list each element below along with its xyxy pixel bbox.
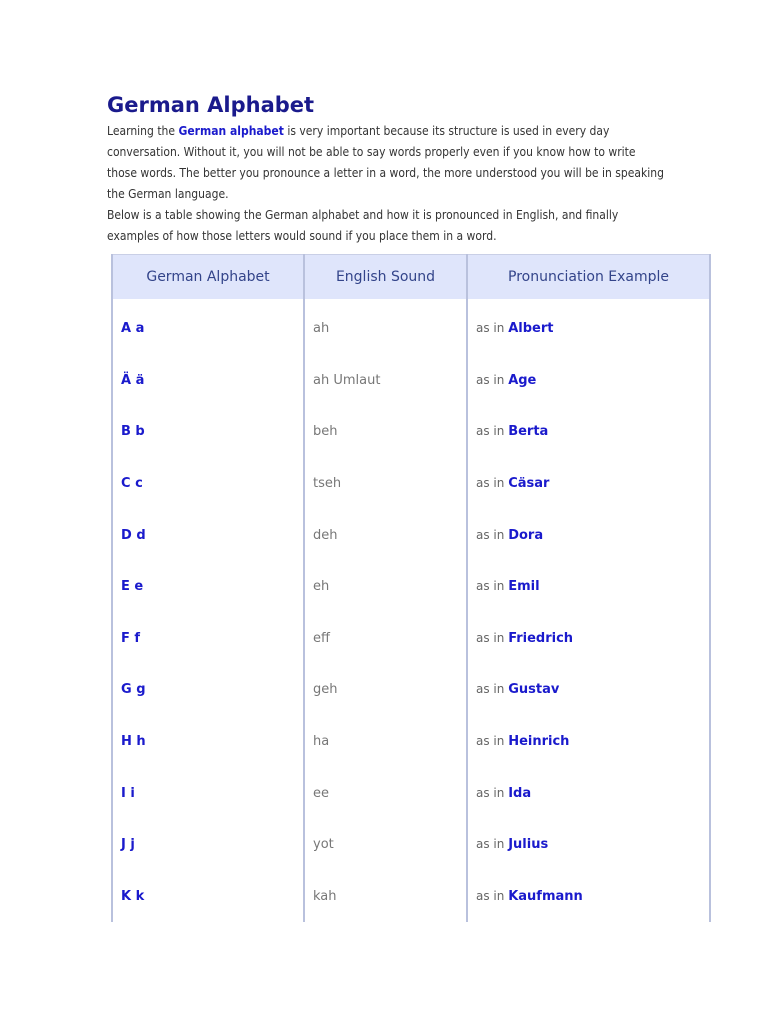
example-cell <box>467 406 710 458</box>
letter-cell: H h <box>112 716 304 768</box>
letter-cell: I i <box>112 767 304 819</box>
table-row <box>112 664 710 716</box>
german-alphabet-link[interactable]: German alphabet <box>178 124 284 138</box>
table-row <box>112 561 710 613</box>
table-row <box>112 613 710 665</box>
sound-cell: ee <box>304 767 467 819</box>
table-row <box>112 716 710 768</box>
example-word-link[interactable]: Cäsar <box>508 476 550 492</box>
sound-cell: eh <box>304 561 467 613</box>
example-prefix: as in <box>476 476 509 491</box>
sound-cell: ha <box>304 716 467 768</box>
table-row <box>112 355 710 407</box>
table-row <box>112 299 710 355</box>
letter-cell: D d <box>112 509 304 561</box>
example-prefix: as in <box>476 630 509 645</box>
sound-cell: yot <box>304 819 467 871</box>
example-cell <box>467 561 710 613</box>
example-word-link[interactable]: Julius <box>508 837 549 853</box>
table-header-row <box>112 255 710 300</box>
sound-cell: ah Umlaut <box>304 355 467 407</box>
example-prefix: as in <box>476 682 509 697</box>
example-prefix: as in <box>476 785 509 800</box>
example-cell <box>467 613 710 665</box>
example-prefix: as in <box>476 579 509 594</box>
letter-cell: F f <box>112 613 304 665</box>
example-cell <box>467 871 710 923</box>
example-word-link[interactable]: Albert <box>508 321 554 337</box>
example-cell <box>467 509 710 561</box>
sound-cell: ah <box>304 299 467 355</box>
sound-cell: beh <box>304 406 467 458</box>
example-cell <box>467 819 710 871</box>
letter-cell: E e <box>112 561 304 613</box>
table-body <box>112 299 710 922</box>
example-word-link[interactable]: Kaufmann <box>508 888 583 904</box>
example-prefix: as in <box>476 321 509 336</box>
intro-paragraph-2: Below is a table showing the German alphabet and how it is pronounced in English, and finally examples of how those letters would sound if you place them in a word. <box>107 208 619 243</box>
letter-cell: A a <box>112 299 304 355</box>
letter-cell: Ä ä <box>112 355 304 407</box>
sound-cell: eff <box>304 613 467 665</box>
letter-cell: K k <box>112 871 304 923</box>
alphabet-table-container <box>111 254 703 918</box>
example-word-link[interactable]: Gustav <box>508 682 560 698</box>
letter-cell: J j <box>112 819 304 871</box>
header-pronunciation-example: Pronunciation Example <box>467 255 710 300</box>
alphabet-table <box>111 254 711 922</box>
example-word-link[interactable]: Emil <box>508 579 540 595</box>
example-prefix: as in <box>476 527 509 542</box>
example-cell <box>467 664 710 716</box>
intro-text <box>107 121 667 247</box>
example-word-link[interactable]: Heinrich <box>508 734 570 750</box>
sound-cell: deh <box>304 509 467 561</box>
intro-text-rest: is very important because its structure is used in every day conversation. Without it, you will not be able to say words properly even if you know how to write those words. The better you pronounce a letter in a word, the more understood you will be in speaking the German language. <box>107 124 664 201</box>
table-row <box>112 871 710 923</box>
example-word-link[interactable]: Dora <box>508 527 544 543</box>
example-word-link[interactable]: Friedrich <box>508 630 574 646</box>
letter-cell: C c <box>112 458 304 510</box>
example-prefix: as in <box>476 424 509 439</box>
sound-cell: tseh <box>304 458 467 510</box>
example-cell <box>467 767 710 819</box>
header-english-sound: English Sound <box>304 255 467 300</box>
header-german-alphabet: German Alphabet <box>112 255 304 300</box>
table-row <box>112 819 710 871</box>
example-prefix: as in <box>476 837 509 852</box>
example-cell <box>467 458 710 510</box>
example-word-link[interactable]: Ida <box>508 785 532 801</box>
letter-cell: G g <box>112 664 304 716</box>
example-cell <box>467 355 710 407</box>
letter-cell: B b <box>112 406 304 458</box>
table-row <box>112 406 710 458</box>
table-row <box>112 458 710 510</box>
sound-cell: kah <box>304 871 467 923</box>
example-word-link[interactable]: Age <box>508 372 537 388</box>
example-prefix: as in <box>476 888 509 903</box>
example-prefix: as in <box>476 734 509 749</box>
example-cell <box>467 716 710 768</box>
table-row <box>112 509 710 561</box>
example-prefix: as in <box>476 372 509 387</box>
intro-paragraph-1 <box>107 121 667 205</box>
page-title: German Alphabet <box>107 93 315 117</box>
table-row <box>112 767 710 819</box>
example-cell <box>467 299 710 355</box>
sound-cell: geh <box>304 664 467 716</box>
intro-text-start: Learning the <box>107 124 179 138</box>
example-word-link[interactable]: Berta <box>508 424 549 440</box>
